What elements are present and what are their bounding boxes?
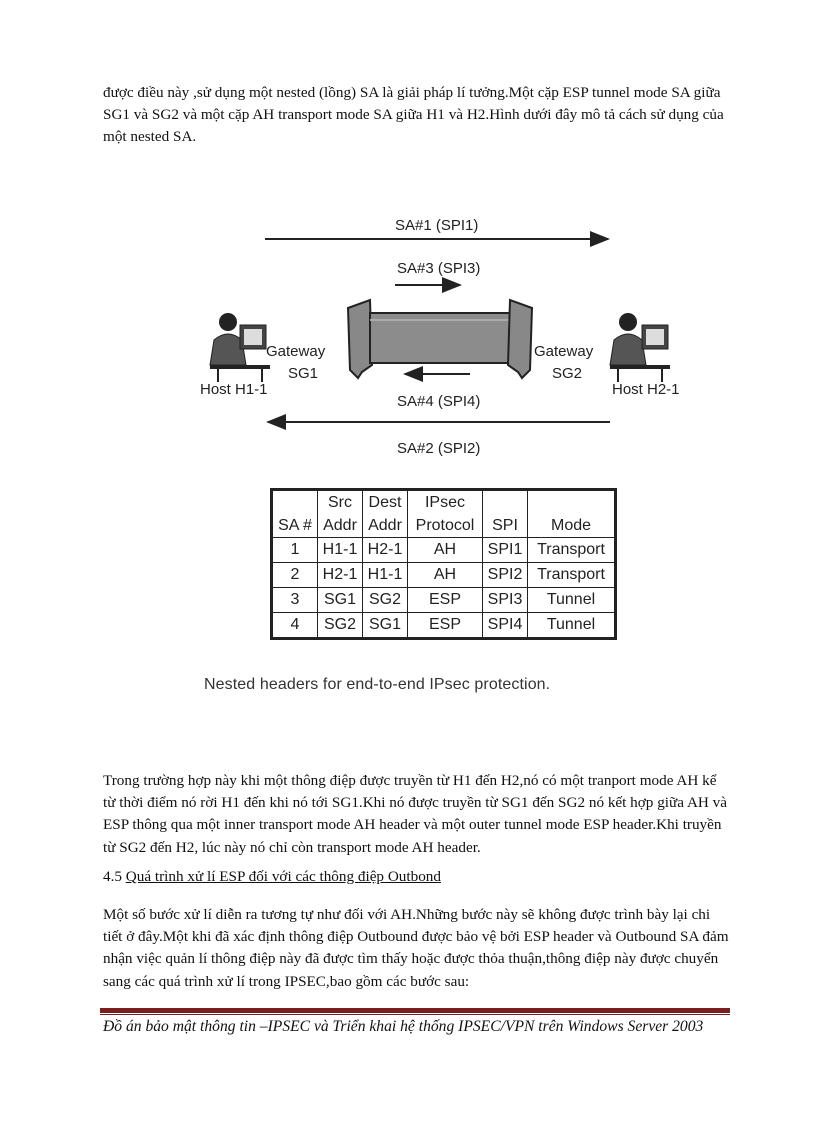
table-cell: SPI3 <box>483 588 528 613</box>
sa3-label: SA#3 (SPI3) <box>397 260 481 277</box>
footer-divider-thin <box>100 1014 730 1015</box>
footer-divider <box>100 1008 730 1013</box>
host-left-label: Host H1-1 <box>200 381 268 398</box>
host-left-icon <box>210 313 270 382</box>
header-mode: Mode <box>528 490 616 538</box>
header-dest-addr: Dest Addr <box>363 490 408 538</box>
table-cell: ESP <box>408 613 483 639</box>
gateway-left-line1: Gateway <box>266 343 326 360</box>
table-cell: Tunnel <box>528 613 616 639</box>
header-sa-number: SA # <box>272 490 318 538</box>
table-row <box>272 613 616 639</box>
table-cell: H1-1 <box>318 538 363 563</box>
host-right-label: Host H2-1 <box>612 381 680 398</box>
header-src-addr: Src Addr <box>318 490 363 538</box>
table-cell: 3 <box>272 588 318 613</box>
table-cell: SG2 <box>318 613 363 639</box>
table-cell: SG1 <box>318 588 363 613</box>
table-cell: AH <box>408 538 483 563</box>
table-row <box>272 538 616 563</box>
sa2-label: SA#2 (SPI2) <box>397 440 481 457</box>
tunnel-icon <box>348 300 532 378</box>
intro-paragraph: được điều này ,sử dụng một nested (lồng) SA là giải pháp lí tưởng.Một cặp ESP tunnel mode SA giữa SG1 và SG2 và một cặp AH transport mode SA giữa H1 và H2.Hình dưới đây mô tả cách sử dụng của một nested SA. <box>103 84 724 146</box>
table-row <box>272 588 616 613</box>
sa4-label: SA#4 (SPI4) <box>397 393 481 410</box>
table-cell: 2 <box>272 563 318 588</box>
paragraph-3: Một số bước xử lí diễn ra tương tự như đối với AH.Những bước này sẽ không được trình bày lại chi tiết ở đây.Một khi đã xác định thông điệp Outbound được bảo vệ bởi ESP header và Outbound SA đảm nhận việc quản lí thông điệp này đã được tìm thấy hoặc được thỏa thuận,thông điệp này được chuyển sang các quá trình xử lí trong IPSEC,bao gồm các bước sau: <box>103 906 729 990</box>
header-spi: SPI <box>483 490 528 538</box>
table-cell: SPI1 <box>483 538 528 563</box>
table-cell: Transport <box>528 538 616 563</box>
table-cell: SPI2 <box>483 563 528 588</box>
sa-table-header-row <box>272 490 616 538</box>
sa-table <box>270 488 617 640</box>
host-right-icon <box>610 313 670 382</box>
table-cell: Transport <box>528 563 616 588</box>
gateway-right-line2: SG2 <box>552 365 583 382</box>
gateway-left-line2: SG1 <box>288 365 319 382</box>
figure-caption: Nested headers for end-to-end IPsec protection. <box>204 676 551 693</box>
section-heading <box>103 868 441 886</box>
table-cell: 4 <box>272 613 318 639</box>
table-cell: 1 <box>272 538 318 563</box>
page-footer: Đồ án bảo mật thông tin –IPSEC và Triển khai hệ thống IPSEC/VPN trên Windows Server 2003 <box>103 1018 704 1035</box>
nested-sa-diagram <box>190 200 690 470</box>
sa1-label: SA#1 (SPI1) <box>395 217 479 234</box>
paragraph-2: Trong trường hợp này khi một thông điệp được truyền từ H1 đến H2,nó có một tranport mode AH kể từ thời điểm nó rời H1 đến khi nó tới SG1.Khi nó được truyền từ SG1 đến SG2 nó kết hợp giữa AH và ESP thông qua một inner transport mode AH header và một outer tunnel mode ESP header.Khi truyền từ SG2 đến H2, lúc này nó chỉ còn transport mode AH header. <box>103 772 728 856</box>
table-cell: H2-1 <box>318 563 363 588</box>
table-cell: H1-1 <box>363 563 408 588</box>
table-cell: ESP <box>408 588 483 613</box>
gateway-right-line1: Gateway <box>534 343 594 360</box>
header-ipsec-protocol: IPsec Protocol <box>408 490 483 538</box>
table-cell: Tunnel <box>528 588 616 613</box>
section-heading-number: 4.5 <box>103 868 126 885</box>
table-row <box>272 563 616 588</box>
table-cell: SG2 <box>363 588 408 613</box>
table-cell: AH <box>408 563 483 588</box>
table-cell: SPI4 <box>483 613 528 639</box>
section-heading-text: Quá trình xử lí ESP đối với các thông điệp Outbond <box>125 868 441 885</box>
table-cell: H2-1 <box>363 538 408 563</box>
table-cell: SG1 <box>363 613 408 639</box>
